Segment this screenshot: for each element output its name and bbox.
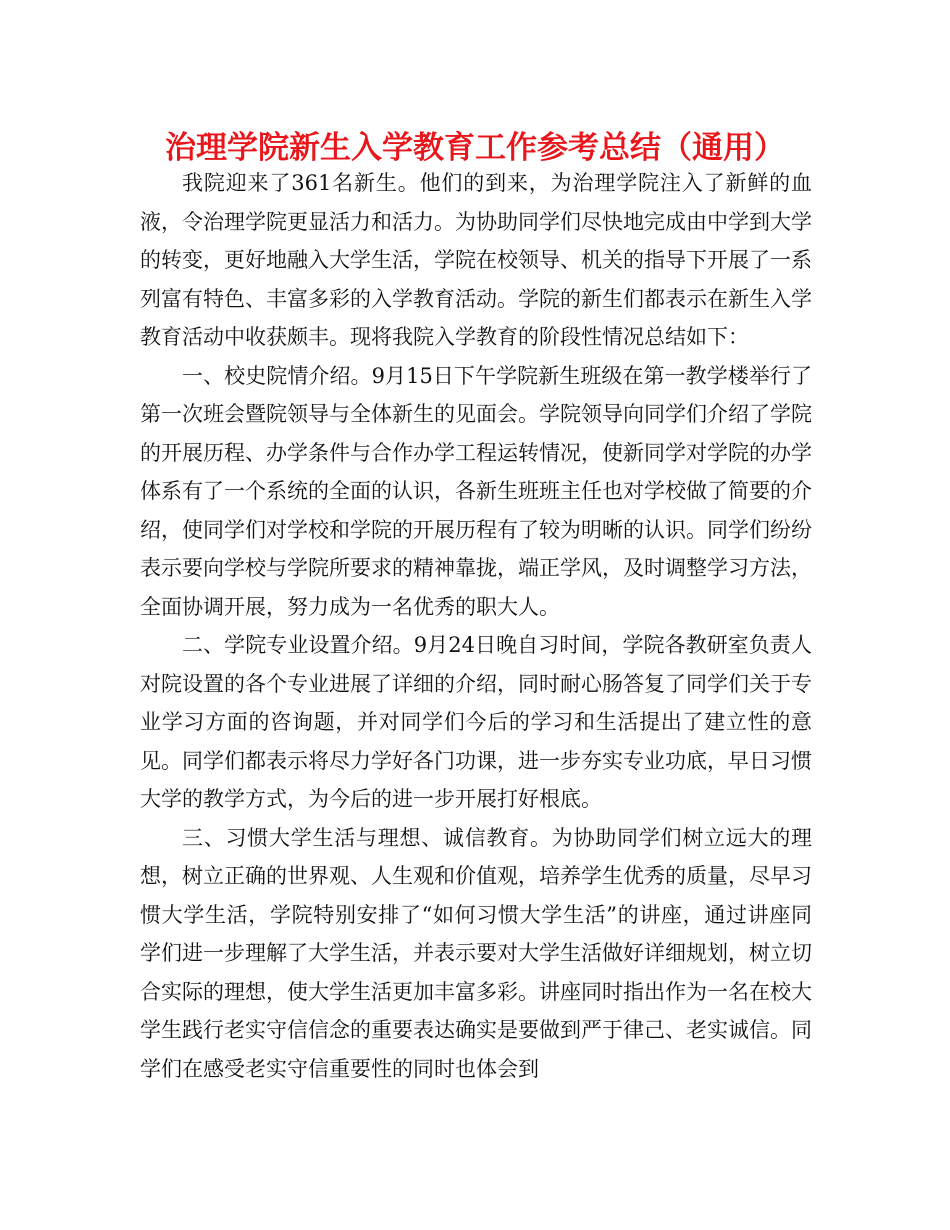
paragraph-section-3: 三、习惯大学生活与理想、诚信教育。为协助同学们树立远大的理想，树立正确的世界观、人生观和价值观，培养学生优秀的质量，尽早习惯大学生活，学院特别安排了“如何习惯大学生活”的讲座，通过讲座同学们进一步理解了大学生活，并表示要对大学生活做好详细规划，树立切合实际的理想，使大学生活更加丰富多彩。讲座同时指出作为一名在校大学生践行老实守信信念的重要表达确实是要做到严于律己、老实诚信。同学们在感受老实守信重要性的同时也体会到 (140, 825, 812, 1081)
document-title: 治理学院新生入学教育工作参考总结（通用） (165, 130, 785, 166)
paragraph-section-1: 一、校史院情介绍。9月15日下午学院新生班级在第一教学楼举行了第一次班会暨院领导与全体新生的见面会。学院领导向同学们介绍了学院的开展历程、办学条件与合作办学工程运转情况，使新同学对学院的办学体系有了一个系统的全面的认识，各新生班班主任也对学校做了简要的介绍，使同学们对学校和学院的开展历程有了较为明晰的认识。同学们纷纷表示要向学校与学院所要求的精神靠拢，端正学风，及时调整学习方法，全面协调开展，努力成为一名优秀的职大人。 (140, 363, 812, 619)
document-body (140, 164, 812, 1088)
paragraph-section-2: 二、学院专业设置介绍。9月24日晚自习时间，学院各教研室负责人对院设置的各个专业进展了详细的介绍，同时耐心肠答复了同学们关于专业学习方面的咨询题，并对同学们今后的学习和生活提出了建立性的意见。同学们都表示将尽力学好各门功课，进一步夯实专业功底，早日习惯大学的教学方式，为今后的进一步开展打好根底。 (140, 633, 812, 811)
paragraph-intro: 我院迎来了361名新生。他们的到来，为治理学院注入了新鲜的血液，令治理学院更显活力和活力。为协助同学们尽快地完成由中学到大学的转变，更好地融入大学生活，学院在校领导、机关的指导下开展了一系列富有特色、丰富多彩的入学教育活动。学院的新生们都表示在新生入学教育活动中收获颇丰。现将我院入学教育的阶段性情况总结如下： (140, 171, 812, 349)
